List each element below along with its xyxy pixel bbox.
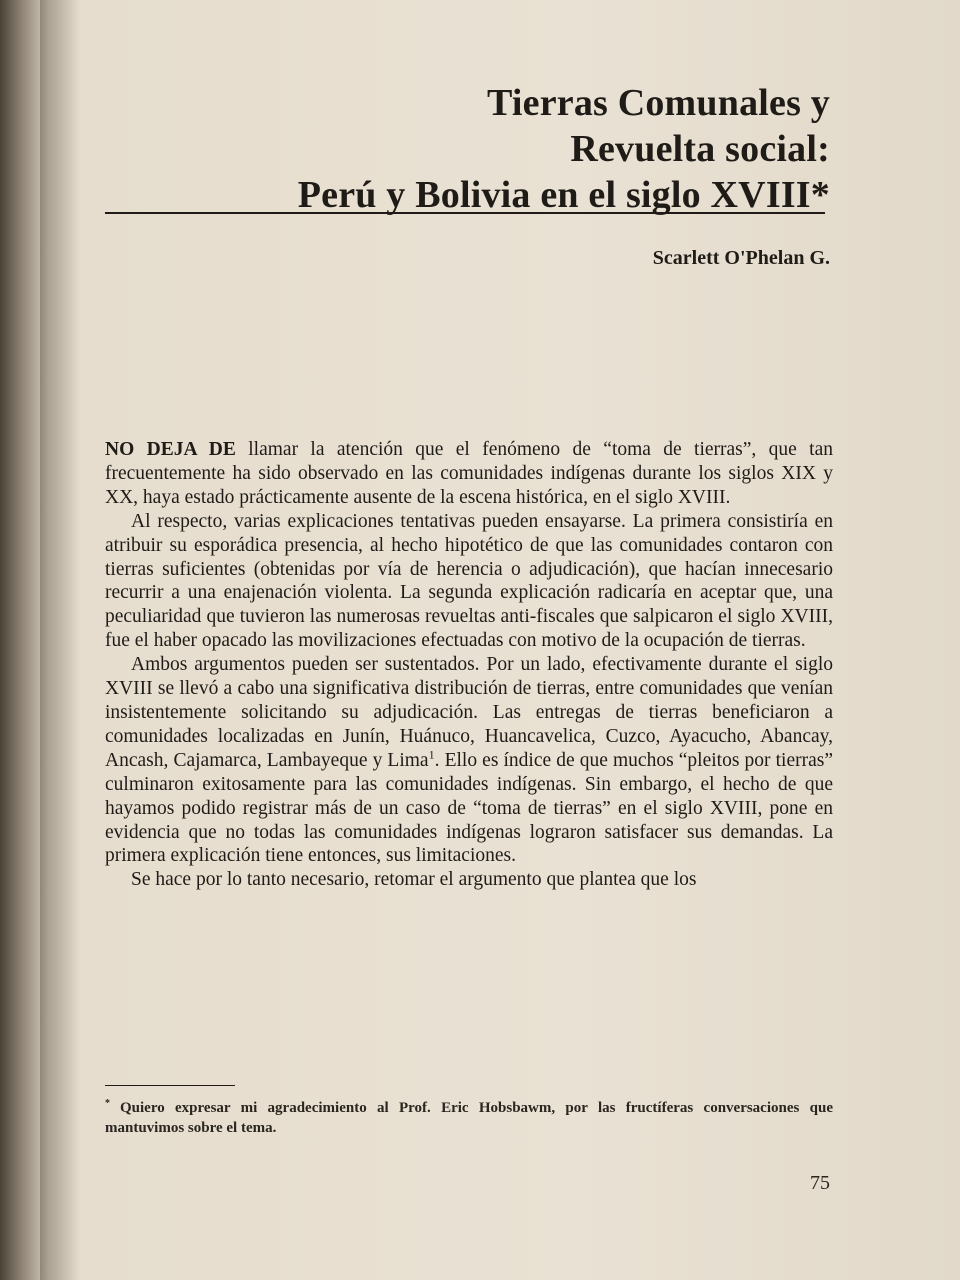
footnote-reference: 1 <box>428 747 435 762</box>
title-underline <box>105 212 825 214</box>
paragraph-1-text: llamar la atención que el fenómeno de “toma de tierras”, que tan frecuentemente ha sido observado en las comunidades indígenas durante los siglos XIX y XX, haya estado prácticamente ausente de la escena histórica, en el siglo XVIII. <box>105 439 833 508</box>
page-number: 75 <box>810 1172 830 1194</box>
paragraph-3 <box>105 653 833 868</box>
article-body <box>105 438 833 892</box>
paragraph-1 <box>105 438 833 510</box>
book-page <box>100 70 835 1210</box>
paragraph-4: Se hace por lo tanto necesario, retomar el argumento que plantea que los <box>131 869 697 891</box>
title-line-1: Tierras Comunales y <box>487 82 830 124</box>
footnote-text: Quiero expresar mi agradecimiento al Prof. Eric Hobsbawm, por las fructíferas conversaciones que mantuvimos sobre el tema. <box>105 1100 833 1136</box>
author-name: Scarlett O'Phelan G. <box>652 247 830 269</box>
title-line-3: Perú y Bolivia en el siglo XVIII* <box>297 174 830 216</box>
paragraph-3-text-a: Ambos argumentos pueden ser sustentados. Por un lado, efectivamente durante el siglo XVIII se llevó a cabo una significativa distribución de tierras, entre comunidades que venían insistentemente solicitando su adjudicación. Las entregas de tierras beneficiaron a comunidades localizadas en Junín, Huánuco, Huancavelica, Cuzco, Ayacucho, Abancay, Ancash, Cajamarca, Lambayeque y Lima <box>105 654 833 771</box>
gutter-shadow <box>40 0 80 1280</box>
paragraph-3-text-b: . Ello es índice de que muchos “pleitos por tierras” culminaron exitosamente para las comunidades indígenas. Sin embargo, el hecho de que hayamos podido registrar más de un caso de “toma de tierras” en el siglo XVIII, pone en evidencia que no todas las comunidades indígenas lograron satisfacer sus demandas. La primera explicación tiene entonces, sus limitaciones. <box>105 749 833 867</box>
lead-in: NO DEJA DE <box>105 439 236 460</box>
footnote-divider <box>105 1085 235 1086</box>
footnote <box>105 1098 833 1138</box>
title-line-2: Revuelta social: <box>570 128 830 170</box>
paragraph-2: Al respecto, varias explicaciones tentativas pueden ensayarse. La primera consistiría en atribuir su esporádica presencia, al hecho hipotético de que las comunidades contaron con tierras suficientes (obtenidas por vía de herencia o adjudicación), que hacían innecesario recurrir a una enajenación violenta. La segunda explicación radicaría en aceptar que, una peculiaridad que tuvieron las numerosas revueltas anti-fiscales que salpicaron el siglo XVIII, fue el haber opacado las movilizaciones efectuadas con motivo de la ocupación de tierras. <box>105 510 833 652</box>
article-title <box>298 80 830 218</box>
footnote-marker: * <box>105 1098 110 1109</box>
